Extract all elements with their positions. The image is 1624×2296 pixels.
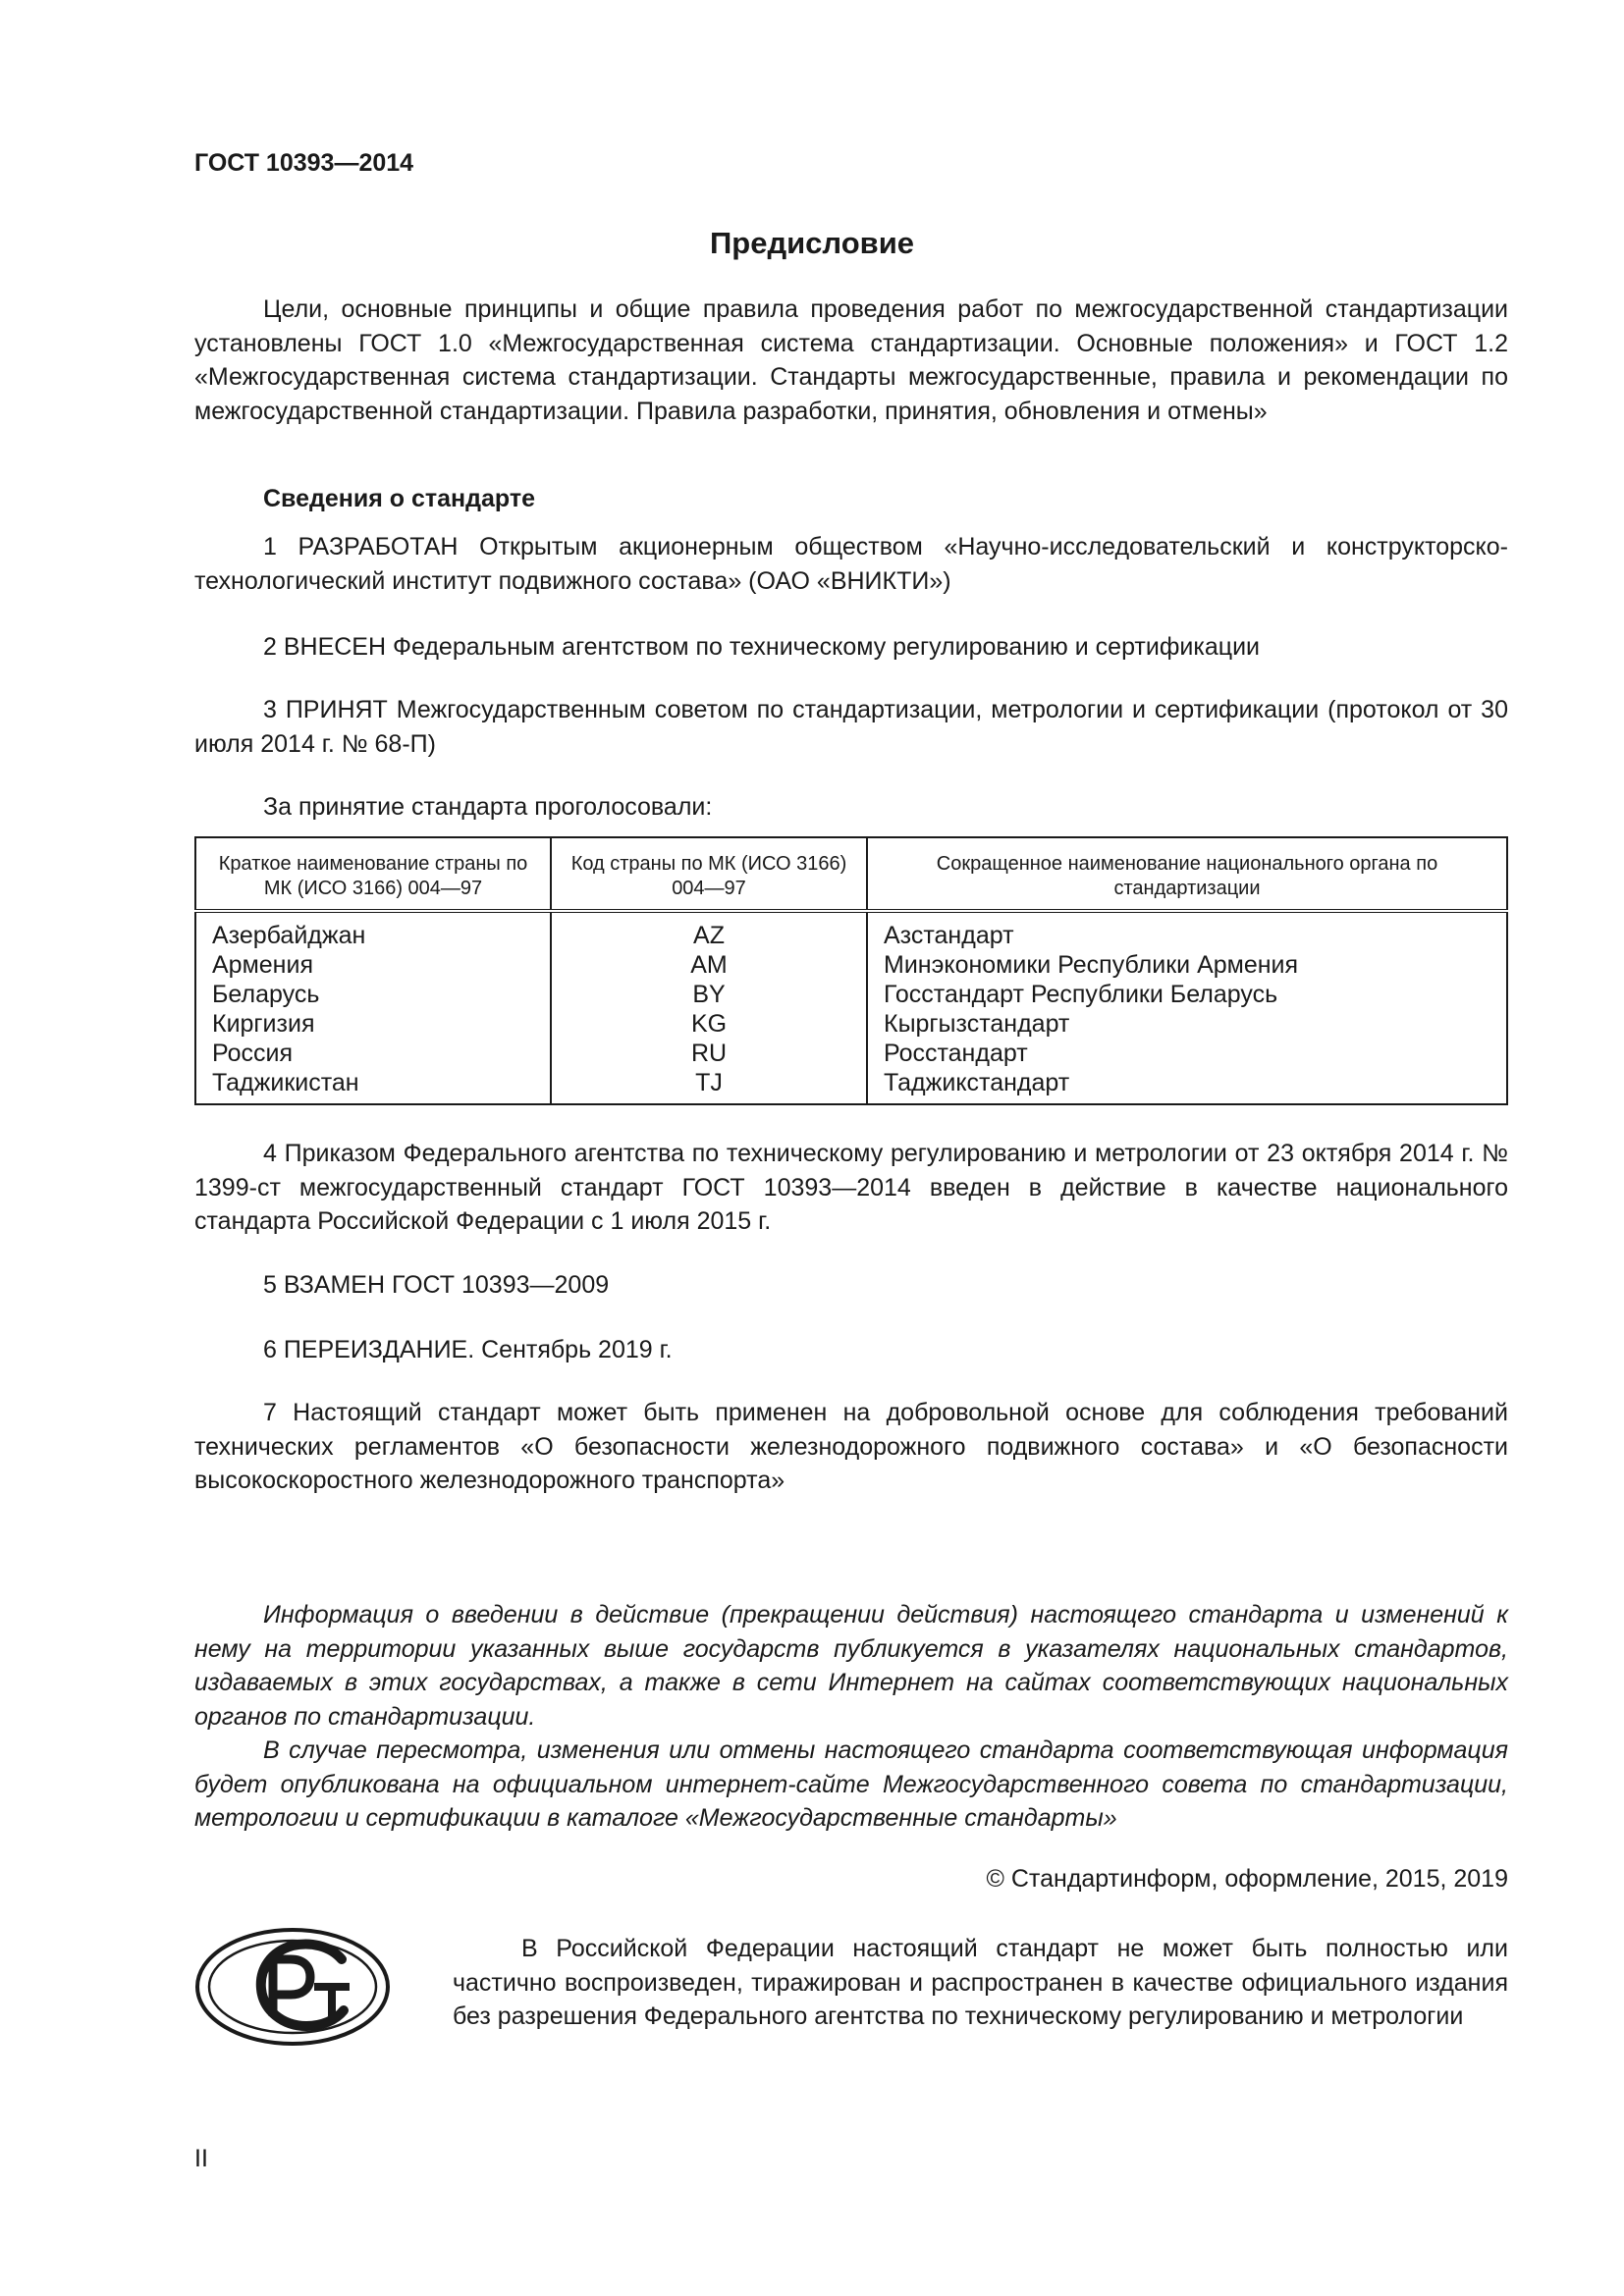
code-cell: TJ (551, 1068, 867, 1104)
item-4-text: 4 Приказом Федерального агентства по техническому регулированию и метрологии от 23 октября 2014 г. № 1399-ст межгосударственный стандарт ГОСТ 10393—2014 введен в действие в качестве национального стандарта Российской Федерации с 1 июля 2015 г. (194, 1140, 1508, 1235)
item-5-paragraph (194, 1268, 1508, 1303)
table-row (195, 911, 1507, 950)
code-cell: AZ (551, 911, 867, 950)
country-cell: Армения (195, 950, 551, 980)
country-cell: Беларусь (195, 980, 551, 1009)
info-paragraph-2 (194, 1734, 1508, 1836)
table-row (195, 980, 1507, 1009)
item-1-paragraph (194, 530, 1508, 598)
intro-paragraph (194, 293, 1508, 428)
item-3-text: 3 ПРИНЯТ Межгосударственным советом по стандартизации, метрологии и сертификации (протокол от 30 июля 2014 г. № 68-П) (194, 696, 1508, 758)
item-6-text: 6 ПЕРЕИЗДАНИЕ. Сентябрь 2019 г. (263, 1336, 673, 1363)
code-cell: AM (551, 950, 867, 980)
item-5-text: 5 ВЗАМЕН ГОСТ 10393—2009 (263, 1271, 610, 1299)
item-1-text: 1 РАЗРАБОТАН Открытым акционерным обществом «Научно-исследовательский и конструкторско-технологический институт подвижного состава» (ОАО «ВНИКТИ») (194, 533, 1508, 595)
rst-certification-mark-icon (194, 1926, 391, 2053)
vote-intro-text: За принятие стандарта проголосовали: (263, 793, 713, 821)
rf-copyright-note (453, 1932, 1508, 2034)
item-3-paragraph (194, 693, 1508, 761)
table-row (195, 950, 1507, 980)
copyright-notice: © Стандартинформ, оформление, 2015, 2019 (986, 1865, 1508, 1893)
header-country: Краткое наименование страны по МК (ИСО 3166) 004—97 (195, 837, 551, 911)
body-cell: Госстандарт Республики Беларусь (867, 980, 1507, 1009)
vote-intro-paragraph (194, 790, 1508, 825)
intro-text: Цели, основные принципы и общие правила проведения работ по межгосударственной стандартизации установлены ГОСТ 1.0 «Межгосударственная система стандартизации. Основные положения» и ГОСТ 1.2 «Межгосударственная система стандартизации. Стандарты межгосударственные, правила и рекомендации по межгосударственной стандартизации. Правила разработки, принятия, обновления и отмены» (194, 295, 1508, 425)
country-cell: Таджикистан (195, 1068, 551, 1104)
item-2-text: 2 ВНЕСЕН Федеральным агентством по техническому регулированию и сертификации (263, 633, 1261, 661)
info-paragraph-1 (194, 1598, 1508, 1734)
header-body: Сокращенное наименование национального органа по стандартизации (867, 837, 1507, 911)
table-row (195, 1068, 1507, 1104)
body-cell: Минэкономики Республики Армения (867, 950, 1507, 980)
body-cell: Таджикстандарт (867, 1068, 1507, 1104)
section-subheading: Сведения о стандарте (263, 485, 536, 512)
code-cell: RU (551, 1039, 867, 1068)
item-2-paragraph (194, 630, 1508, 665)
body-cell: Кыргызстандарт (867, 1009, 1507, 1039)
body-cell: Росстандарт (867, 1039, 1507, 1068)
item-7-paragraph (194, 1396, 1508, 1498)
country-cell: Азербайджан (195, 911, 551, 950)
table-header-row (195, 837, 1507, 911)
table-row (195, 1039, 1507, 1068)
header-code: Код страны по МК (ИСО 3166) 004—97 (551, 837, 867, 911)
info-text-1: Информация о введении в действие (прекращении действия) настоящего стандарта и изменений к нему на территории указанных выше государств публикуется в указателях национальных стандартов, издаваемых в этих государствах, а также в сети Интернет на сайтах соответствующих национальных органов по стандартизации. (194, 1601, 1508, 1731)
table-row (195, 1009, 1507, 1039)
document-code: ГОСТ 10393—2014 (194, 149, 414, 177)
rf-note-text: В Российской Федерации настоящий стандарт не может быть полностью или частично воспроизведен, тиражирован и распространен в качестве официального издания без разрешения Федерального агентства по техническому регулированию и метрологии (453, 1935, 1508, 2030)
page-title: Предисловие (709, 226, 914, 260)
country-cell: Россия (195, 1039, 551, 1068)
page-number: II (194, 2145, 208, 2172)
item-7-text: 7 Настоящий стандарт может быть применен на добровольной основе для соблюдения требований технических регламентов «О безопасности железнодорожного подвижного состава» и «О безопасности высокоскоростного железнодорожного транспорта» (194, 1399, 1508, 1494)
body-cell: Азстандарт (867, 911, 1507, 950)
code-cell: KG (551, 1009, 867, 1039)
info-text-2: В случае пересмотра, изменения или отмены настоящего стандарта соответствующая информация будет опубликована на официальном интернет-сайте Межгосударственного совета по стандартизации, метрологии и сертификации в каталоге «Межгосударственные стандарты» (194, 1736, 1508, 1832)
item-6-paragraph (194, 1333, 1508, 1367)
item-4-paragraph (194, 1137, 1508, 1239)
country-cell: Киргизия (195, 1009, 551, 1039)
code-cell: BY (551, 980, 867, 1009)
voting-table (194, 836, 1508, 1105)
